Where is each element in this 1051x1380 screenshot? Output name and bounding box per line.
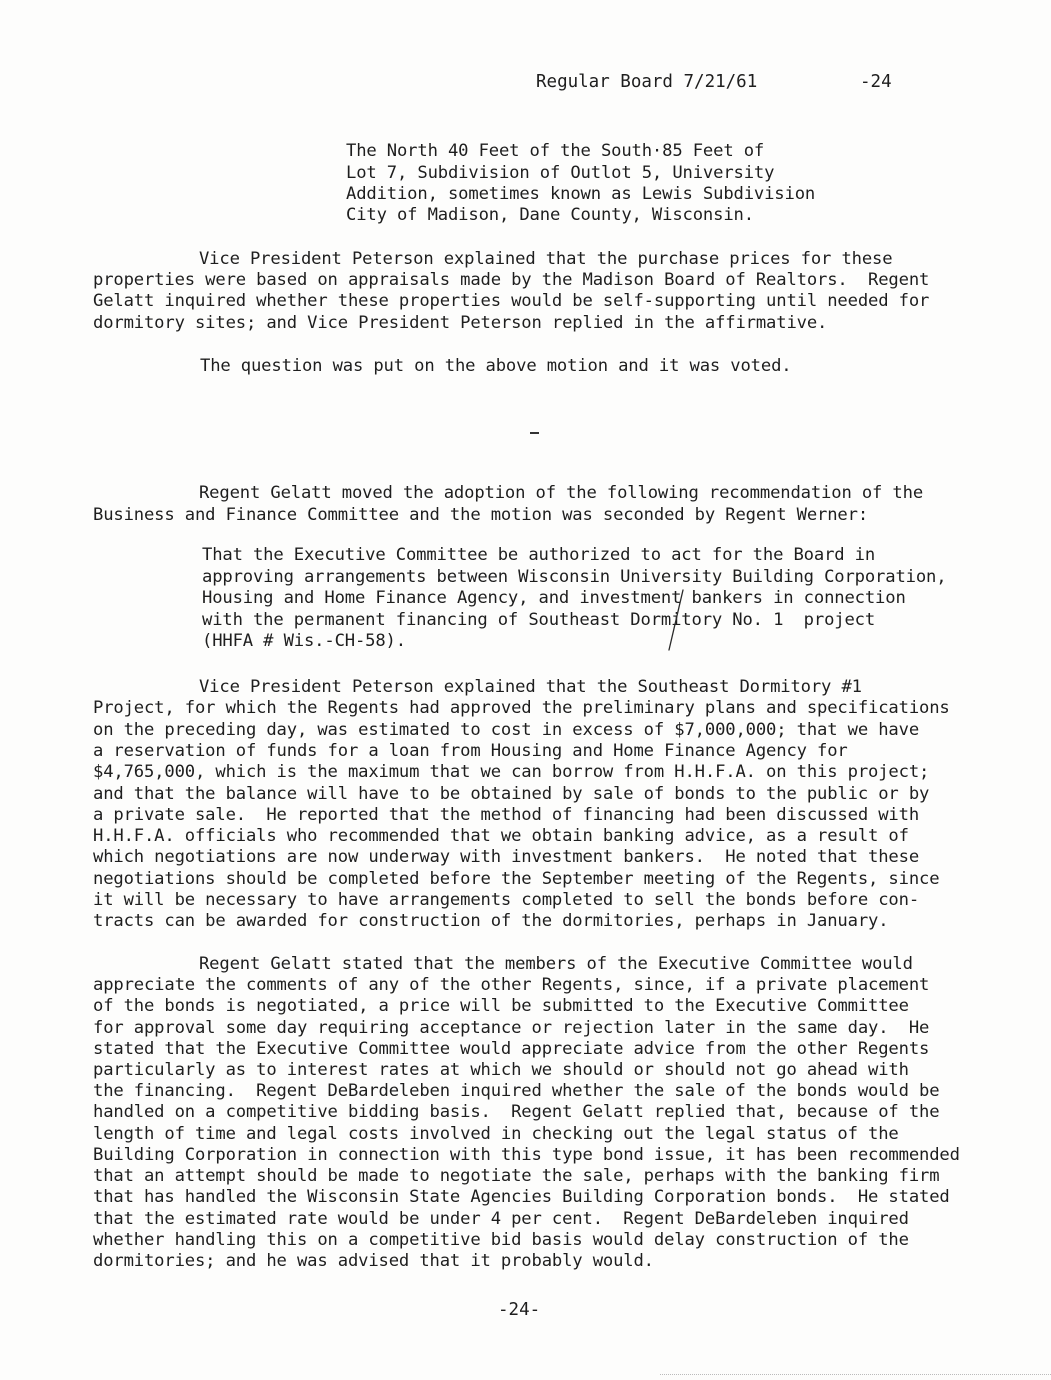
text-line: Vice President Peterson explained that the Southeast Dormitory #1 (148, 677, 862, 697)
text-line: (HHFA # Wis.-CH-58). (202, 631, 406, 651)
text-line: Vice President Peterson explained that the purchase prices for these (148, 249, 893, 269)
text-line: a private sale. He reported that the method of financing had been discussed with (93, 805, 920, 825)
text-line: dormitories; and he was advised that it probably would. (93, 1251, 654, 1271)
page-footer-number: -24- (498, 1300, 541, 1320)
text-line: a reservation of funds for a loan from Housing and Home Finance Agency for (93, 741, 848, 761)
page-header-title: Regular Board 7/21/61 (536, 72, 758, 92)
text-line: Regent Gelatt moved the adoption of the following recommendation of the (148, 483, 924, 503)
text-line: of the bonds is negotiated, a price will be submitted to the Executive Committee (93, 996, 909, 1016)
text-line: Addition, sometimes known as Lewis Subdivision (346, 184, 816, 204)
text-line: H.H.F.A. officials who recommended that we obtain banking advice, as a result of (93, 826, 909, 846)
text-line: stated that the Executive Committee would appreciate advice from the other Regents (93, 1039, 930, 1059)
text-line: Project, for which the Regents had approved the preliminary plans and specifications (93, 698, 950, 718)
text-line: Building Corporation in connection with this type bond issue, it has been recommended (93, 1145, 960, 1165)
section-separator (530, 432, 539, 434)
text-line: Lot 7, Subdivision of Outlot 5, University (346, 163, 775, 183)
text-line: with the permanent financing of Southeast Dormitory No. 1 project (202, 610, 876, 630)
text-line: properties were based on appraisals made by the Madison Board of Realtors. Regent (93, 270, 930, 290)
text-line: whether handling this on a competitive bid basis would delay construction of the (93, 1230, 909, 1250)
text-line: the financing. Regent DeBardeleben inquired whether the sale of the bonds would be (93, 1081, 940, 1101)
text-line: Gelatt inquired whether these properties would be self-supporting until needed for (93, 291, 930, 311)
text-line: and that the balance will have to be obtained by sale of bonds to the public or by (93, 784, 930, 804)
text-line: The North 40 Feet of the South·85 Feet of (346, 141, 765, 161)
text-line: length of time and legal costs involved in checking out the legal status of the (93, 1124, 899, 1144)
text-line: that an attempt should be made to negotiate the sale, perhaps with the banking firm (93, 1166, 940, 1186)
text-line: $4,765,000, which is the maximum that we can borrow from H.H.F.A. on this project; (93, 762, 930, 782)
text-line: That the Executive Committee be authorized to act for the Board in (202, 545, 876, 565)
text-line: tracts can be awarded for construction of the dormitories, perhaps in January. (93, 911, 889, 931)
text-line: particularly as to interest rates at which we should or should not go ahead with (93, 1060, 909, 1080)
text-line: that has handled the Wisconsin State Agencies Building Corporation bonds. He stated (93, 1187, 950, 1207)
text-line: on the preceding day, was estimated to cost in excess of $7,000,000; that we have (93, 720, 920, 740)
text-line: City of Madison, Dane County, Wisconsin. (346, 205, 754, 225)
text-line: it will be necessary to have arrangements completed to sell the bonds before con- (93, 890, 920, 910)
footer-rule (660, 1374, 1051, 1375)
text-line: for approval some day requiring acceptance or rejection later in the same day. He (93, 1018, 930, 1038)
text-line: appreciate the comments of any of the other Regents, since, if a private placement (93, 975, 930, 995)
text-line: Business and Finance Committee and the motion was seconded by Regent Werner: (93, 505, 869, 525)
page-header-number: -24 (860, 72, 892, 92)
text-line: Regent Gelatt stated that the members of the Executive Committee would (148, 954, 913, 974)
text-line: Housing and Home Finance Agency, and investment bankers in connection (202, 588, 906, 608)
text-line: handled on a competitive bidding basis. Regent Gelatt replied that, because of the (93, 1102, 940, 1122)
text-line: negotiations should be completed before the September meeting of the Regents, since (93, 869, 940, 889)
text-line: approving arrangements between Wisconsin University Building Corporation, (202, 567, 947, 587)
text-line: dormitory sites; and Vice President Peterson replied in the affirmative. (93, 313, 828, 333)
text-line: which negotiations are now underway with investment bankers. He noted that these (93, 847, 920, 867)
vote-statement: The question was put on the above motion and it was voted. (200, 356, 792, 376)
text-line: that the estimated rate would be under 4 per cent. Regent DeBardeleben inquired (93, 1209, 909, 1229)
